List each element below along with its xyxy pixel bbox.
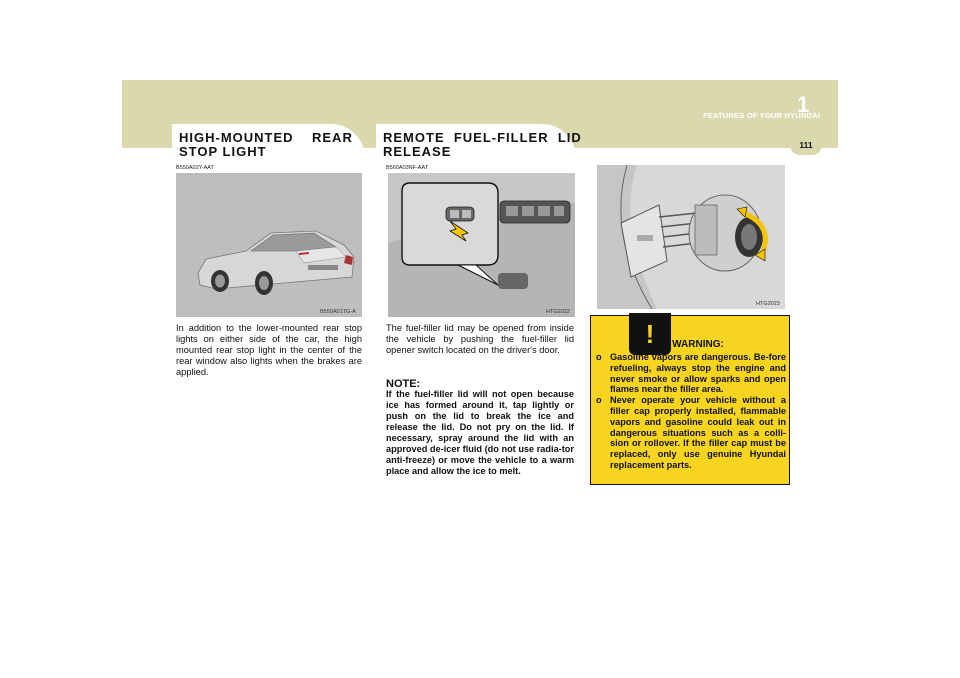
warning-item [596,395,786,471]
warning-item-text: Never operate your vehicle without a filler cap properly installed, flammable vapors and gasoline could leak out in dangerous situations such as a colli-sion or rollover. If the filler cap must be replaced, only use genuine Hyundai replacement parts. [610,395,786,470]
body-text: The fuel-filler lid may be opened from inside the vehicle by pushing the fuel-filler lid opener switch located on the driver's door. [386,323,574,355]
car-rear-stop-light-figure [176,173,362,317]
figure-label: HTG2023 [756,301,780,307]
section-heading-stop-light [172,124,365,160]
warning-item-text: Gasoline vapors are dangerous. Be-fore refueling, always stop the engine and never smoke or allow sparks and open flames near the filler area. [610,352,786,395]
warning-item [596,352,786,395]
warning-list [596,352,786,471]
figure-label: HTG2022 [546,309,570,315]
body-text: In addition to the lower-mounted rear stop lights on either side of the car, the high mounted rear stop light in the center of the rear window also lights when the brakes are applied. [176,323,362,377]
car-illustration [176,173,362,317]
section-code: B560A03NF-AAT [386,165,429,171]
filler-cap-illustration [597,165,785,309]
heading-line-1: REMOTE FUEL-FILLER LID [383,130,582,145]
door-switch-figure [388,173,575,317]
warning-title: WARNING: [672,339,724,350]
bullet: o [596,395,602,406]
heading-line-1: HIGH-MOUNTED REAR [179,130,353,145]
page-number: 111 [799,140,813,150]
door-panel-illustration [388,173,575,317]
heading-line-2: RELEASE [383,144,452,159]
chapter-title: FEATURES OF YOUR HYUNDAI [702,111,820,120]
figure-label: B550A01TG-A [320,309,356,315]
fuel-filler-cap-figure [597,165,785,309]
note-title: NOTE: [386,378,421,390]
section-code: B550A02Y-AAT [176,165,214,171]
note-text: If the fuel-filler lid will not open because ice has formed around it, tap lightly or push on the lid to break the ice and release the lid. Do not pry on the lid. If necessary, spray around the lid with an approved de-icer fluid (do not use radia-tor anti-freeze) or move the vehicle to a warm place and allow the ice to melt. [386,389,574,476]
bullet: o [596,352,602,362]
section-heading-fuel-lid [376,124,582,160]
chapter-number: 1 [797,92,810,117]
warning-icon: ! [629,313,671,355]
heading-line-2: STOP LIGHT [179,144,267,159]
